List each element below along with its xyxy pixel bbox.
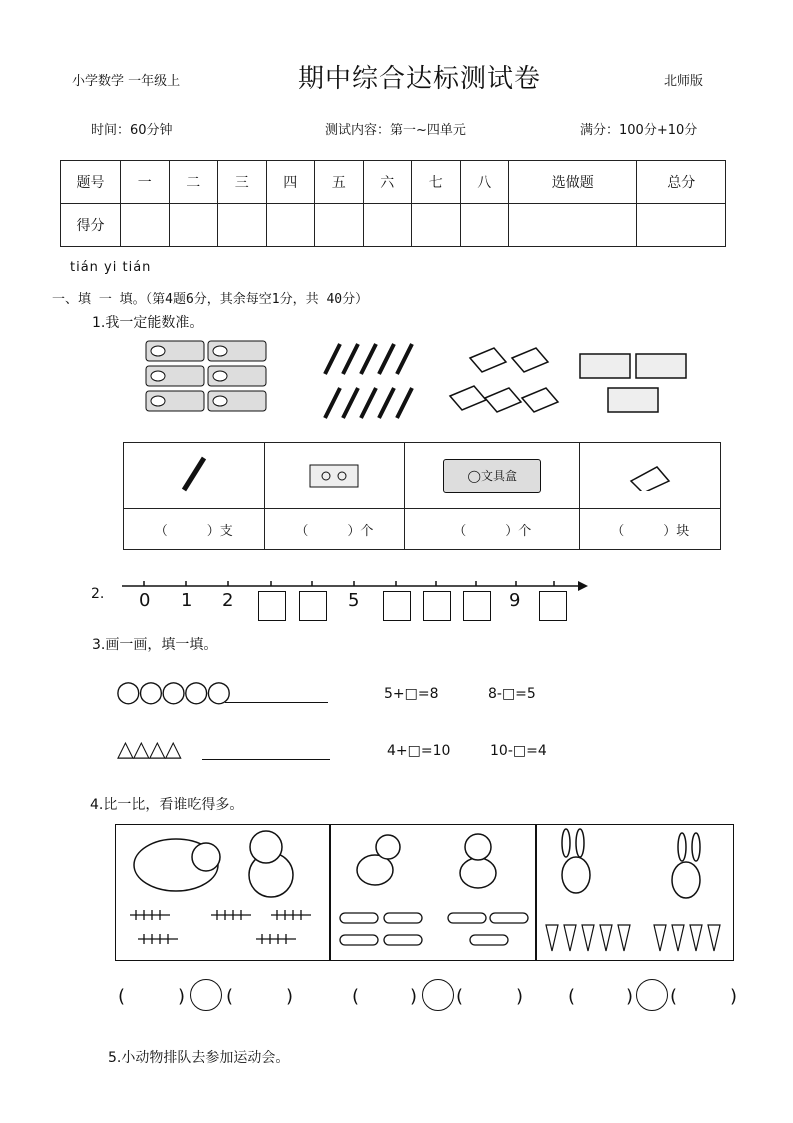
score-table-header-row — [61, 161, 726, 204]
subject-label: 小学数学 一年级上 — [72, 74, 181, 89]
carrot-icon — [546, 925, 720, 951]
rabbit-icon — [562, 857, 590, 893]
equation: 5+□=8 — [384, 686, 439, 702]
score-input-cell[interactable] — [363, 204, 412, 247]
answer-blank[interactable]: （ ）支 — [124, 509, 265, 550]
number-line-label: 1 — [181, 590, 193, 611]
table-cell: 七 — [412, 161, 461, 204]
score-input-cell[interactable] — [266, 204, 315, 247]
table-cell: 总分 — [637, 161, 726, 204]
counting-picture — [140, 336, 740, 426]
counting-answer-table — [123, 442, 721, 550]
paren-close: ) — [626, 986, 634, 1007]
equation: 10-□=4 — [490, 743, 547, 759]
content-label: 测试内容：第一~四单元 — [325, 123, 466, 138]
table-cell: 六 — [363, 161, 412, 204]
paren-open: ( — [352, 986, 360, 1007]
score-input-cell[interactable] — [460, 204, 509, 247]
table-cell: 八 — [460, 161, 509, 204]
score-table — [60, 160, 726, 247]
dogs-bones-panel — [329, 824, 537, 961]
score-table-score-row — [61, 204, 726, 247]
rabbits-carrots-panel — [535, 824, 734, 961]
number-blank-box[interactable] — [299, 591, 327, 621]
rabbit-icon — [672, 862, 700, 898]
number-blank-box[interactable] — [423, 591, 451, 621]
draw-blank-line[interactable] — [225, 682, 328, 703]
number-line-label: 2 — [222, 590, 234, 611]
eraser-group — [450, 348, 558, 412]
number-blank-box[interactable] — [258, 591, 286, 621]
pencil-box-icon — [208, 366, 266, 386]
table-cell: 三 — [218, 161, 267, 204]
eraser-icon — [580, 443, 721, 509]
question-2: 2. — [91, 586, 105, 602]
bone-icon — [340, 913, 528, 945]
cats-fish-panel — [115, 824, 331, 961]
equation: 8-□=5 — [488, 686, 536, 702]
pencil-box-group — [146, 341, 266, 411]
table-cell: 一 — [121, 161, 170, 204]
full-score-label: 满分：100分+10分 — [580, 123, 698, 138]
pencil-icon — [124, 443, 265, 509]
table-cell: 选做题 — [509, 161, 637, 204]
pencil-box-icon — [146, 341, 204, 361]
number-blank-box[interactable] — [539, 591, 567, 621]
table-cell: 题号 — [61, 161, 121, 204]
pencil-box-icon — [208, 391, 266, 411]
paren-open: ( — [226, 986, 234, 1007]
equation: 4+□=10 — [387, 743, 451, 759]
circles-row: ◯◯◯◯◯ — [116, 680, 230, 705]
answer-blank[interactable]: （ ）块 — [580, 509, 721, 550]
paren-close: ) — [516, 986, 524, 1007]
number-line-label: 5 — [348, 590, 360, 611]
pencil-box-icon — [146, 391, 204, 411]
paren-close: ) — [730, 986, 738, 1007]
pencil-box-icon — [146, 366, 204, 386]
number-blank-box[interactable] — [383, 591, 411, 621]
triangles-row: △△△△ — [117, 737, 181, 762]
section-heading: 一、填 一 填。（第4题6分，其余每空1分，共 40分） — [52, 292, 369, 307]
question-4: 4.比一比，看谁吃得多。 — [90, 797, 244, 813]
pencil-box-icon: ◯文具盒 — [443, 459, 541, 493]
pencil-box-cell — [405, 443, 580, 509]
paren-open: ( — [456, 986, 464, 1007]
time-label: 时间：60分钟 — [91, 123, 173, 138]
compare-circle[interactable] — [422, 979, 454, 1011]
number-blank-box[interactable] — [463, 591, 491, 621]
table-cell: 五 — [315, 161, 364, 204]
table-cell: 二 — [169, 161, 218, 204]
score-input-cell[interactable] — [637, 204, 726, 247]
pencil-box-icon — [208, 341, 266, 361]
pinyin-label: tián yi tián — [70, 260, 152, 275]
score-input-cell[interactable] — [509, 204, 637, 247]
number-line-label: 9 — [509, 590, 521, 611]
answer-blank[interactable]: （ ）个 — [405, 509, 580, 550]
paren-close: ) — [286, 986, 294, 1007]
dog-icon — [460, 858, 496, 888]
answer-blank[interactable]: （ ）个 — [264, 509, 405, 550]
fishbone-icon — [130, 910, 311, 944]
paren-open: ( — [118, 986, 126, 1007]
score-input-cell[interactable] — [412, 204, 461, 247]
paren-close: ) — [410, 986, 418, 1007]
score-input-cell[interactable] — [315, 204, 364, 247]
paren-open: ( — [670, 986, 678, 1007]
table-cell: 四 — [266, 161, 315, 204]
number-line-label: 0 — [139, 590, 151, 611]
edition-label: 北师版 — [664, 74, 704, 89]
page-title: 期中综合达标测试卷 — [298, 64, 542, 94]
sharpener-group — [580, 354, 686, 412]
score-input-cell[interactable] — [169, 204, 218, 247]
sharpener-icon — [264, 443, 405, 509]
compare-circle[interactable] — [190, 979, 222, 1011]
question-1: 1.我一定能数准。 — [92, 315, 204, 331]
pencil-box-label: 文具盒 — [480, 468, 517, 483]
paren-close: ) — [178, 986, 186, 1007]
score-input-cell[interactable] — [218, 204, 267, 247]
question-5: 5.小动物排队去参加运动会。 — [108, 1050, 290, 1066]
score-input-cell[interactable] — [121, 204, 170, 247]
table-cell: 得分 — [61, 204, 121, 247]
compare-circle[interactable] — [636, 979, 668, 1011]
pencil-group — [325, 344, 412, 418]
draw-blank-line[interactable] — [202, 739, 330, 760]
question-3: 3.画一画，填一填。 — [92, 637, 218, 653]
paren-open: ( — [568, 986, 576, 1007]
